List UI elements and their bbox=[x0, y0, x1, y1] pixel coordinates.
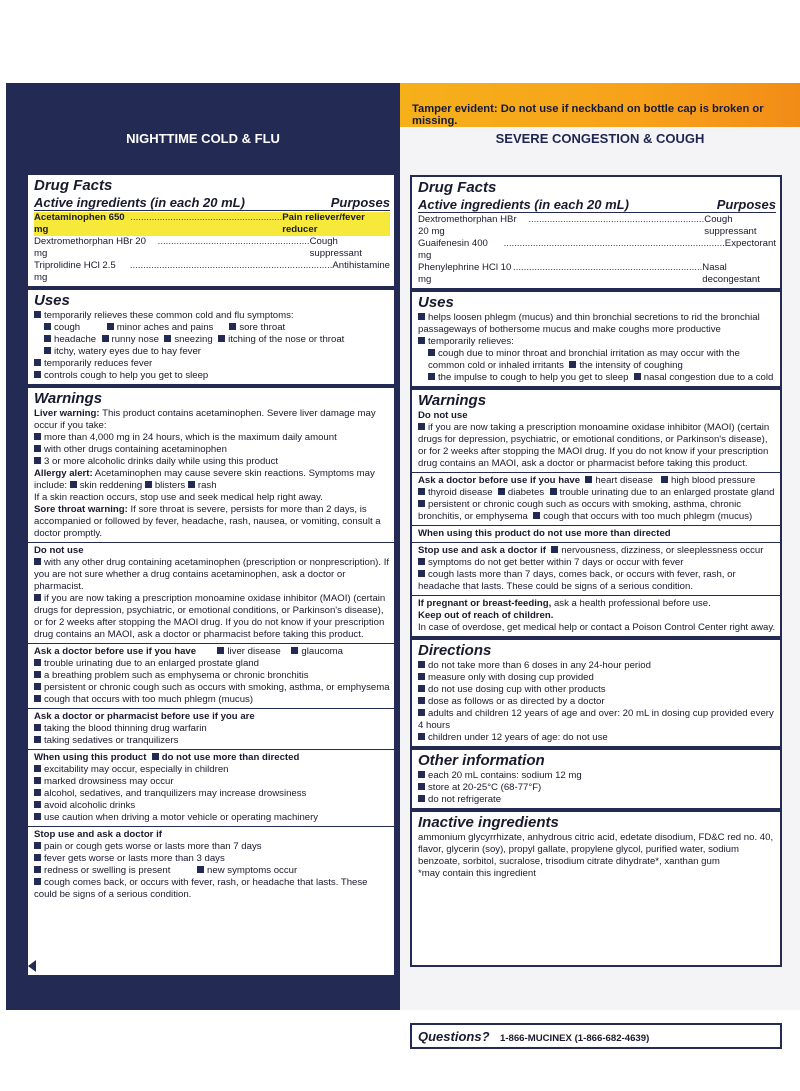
other-information-section: Other information each 20 mL contains: sodium 12 mg store at 20-25°C (68-77°F) do not refrigerate bbox=[412, 750, 780, 812]
ingredient-row: Triprolidine HCl 2.5 mg ............................................................................ Antihistamine bbox=[34, 260, 390, 283]
continue-arrow-icon bbox=[28, 960, 36, 972]
uses-section: Uses helps loosen phlegm (mucus) and thin bronchial secretions to rid the bronchial passageways of bothersome mucus and make coughs more productive temporarily relieves: cough due to minor throat and bronchial irritation as may occur with the common cold or inhaled irritants the intensity of coughing the impulse to cough to help you get to sleep nasal congestion due to a cold bbox=[412, 292, 780, 390]
uses-title: Uses bbox=[34, 292, 70, 309]
right-drug-facts-panel bbox=[410, 175, 782, 967]
right-product-header: SEVERE CONGESTION & COUGH bbox=[495, 131, 705, 146]
ingredient-row: Phenylephrine HCl 10 mg ....................................................................... Nasal decongestant bbox=[418, 262, 760, 285]
questions-title: Questions? bbox=[418, 1029, 490, 1044]
label-back bbox=[6, 83, 800, 1044]
when-using-section: When using this product do not use more than directed excitability may occur, especially in children marked drowsiness may occur alcohol, sedatives, and tranquilizers may increase drowsiness avoid alcoholic drinks use caution when driving a motor vehicle or operating machinery bbox=[28, 750, 394, 827]
warnings-section: Warnings Do not use if you are now taking a prescription monoamine oxidase inhibitor (MAOI) (certain drugs for depression, psychiatric, or emotional conditions, or Parkinson's disease), or for 2 weeks after stopping the MAOI drug. If you do not know if your prescription drug contains an MAOI, ask a doctor or pharmacist before taking this product. bbox=[412, 390, 780, 473]
inactive-ingredients-title: Inactive ingredients bbox=[418, 814, 559, 831]
drug-facts-title: Drug Facts bbox=[418, 179, 497, 196]
do-not-use-section: Do not use with any other drug containing acetaminophen (prescription or nonprescription). If you are not sure whether a drug contains acetaminophen, ask a doctor or pharmacist. if you are now taking a prescription monoamine oxidase inhibitor (MAOI) (certain drugs for depression, psychiatric, or emotional conditions, or Parkinson's disease), or for 2 weeks after stopping the MAOI drug. If you do not know if your prescription drug contains an MAOI, ask a doctor or pharmacist before taking this product. bbox=[28, 543, 394, 644]
left-product-header: NIGHTTIME COLD & FLU bbox=[126, 131, 280, 146]
ask-doctor-section: Ask a doctor before use if you have heart disease high blood pressure thyroid disease diabetes trouble urinating due to an enlarged prostate gland persistent or chronic cough such as occurs with smoking, asthma, chronic bronchitis, or emphysema cough that occurs with too much phlegm (mucus) bbox=[412, 473, 780, 526]
when-using-section: When using this product do not use more than directed bbox=[412, 526, 780, 543]
purposes-heading: Purposes bbox=[330, 195, 390, 210]
ask-pharmacist-section: Ask a doctor or pharmacist before use if you are taking the blood thinning drug warfarin taking sedatives or tranquilizers bbox=[28, 709, 394, 750]
drug-facts-title: Drug Facts bbox=[34, 177, 113, 194]
ask-doctor-section: Ask a doctor before use if you have liver disease glaucoma trouble urinating due to an enlarged prostate gland a breathing problem such as emphysema or chronic bronchitis persistent or chronic cough such as occurs with smoking, asthma, or emphysema cough that occurs with too much phlegm (mucus) bbox=[28, 644, 394, 709]
ingredient-row: Dextromethorphan HBr 20 mg .................................................................. Cough suppressant bbox=[418, 214, 757, 237]
other-information-title: Other information bbox=[418, 752, 545, 769]
tamper-evident-banner: Tamper evident: Do not use if neckband on bottle cap is broken or missing. bbox=[400, 83, 800, 127]
ingredient-row: Acetaminophen 650 mg ......................................................... Pain reliever/fever reducer bbox=[34, 212, 390, 236]
purposes-heading: Purposes bbox=[716, 197, 776, 212]
active-ingredients-heading: Active ingredients (in each 20 mL) bbox=[34, 195, 245, 210]
left-drug-facts-panel bbox=[26, 173, 396, 977]
stop-use-section: Stop use and ask a doctor if pain or cough gets worse or lasts more than 7 days fever gets worse or lasts more than 3 days redness or swelling is present new symptoms occur cough comes back, or occurs with fever, rash, or headache that lasts. These could be signs of a serious condition. bbox=[34, 829, 368, 900]
questions-box bbox=[410, 1023, 782, 1049]
pregnancy-section: If pregnant or breast-feeding, ask a health professional before use. Keep out of reach of children. In case of overdose, get medical help or contact a Poison Control Center right away. bbox=[412, 596, 780, 640]
warnings-section: Warnings Liver warning: This product contains acetaminophen. Severe liver damage may occur if you take: more than 4,000 mg in 24 hours, which is the maximum daily amount with other drugs containing acetaminophen 3 or more alcoholic drinks daily while using this product Allergy alert: Acetaminophen may cause severe skin reactions. Symptoms may include: skin reddening blisters rash If a skin reaction occurs, stop use and seek medical help right away. Sore throat warning: If sore throat is severe, persists for more than 2 days, is accompanied or followed by fever, headache, rash, nausea, or vomiting, consult a doctor promptly. bbox=[28, 388, 394, 543]
uses-title: Uses bbox=[418, 294, 454, 311]
warnings-title: Warnings bbox=[418, 392, 487, 409]
warnings-title: Warnings bbox=[34, 390, 103, 407]
stop-use-section: Stop use and ask a doctor if nervousness, dizziness, or sleeplessness occur symptoms do not get better within 7 days or occur with fever cough lasts more than 7 days, comes back, or occurs with fever, rash, or headache that lasts. These could be signs of a serious condition. bbox=[412, 543, 780, 596]
uses-section: Uses temporarily relieves these common cold and flu symptoms: cough minor aches and pains sore throat headache runny nose sneezing itching of the nose or throat itchy, watery eyes due to hay fever temporarily reduces fever controls cough to help you get to sleep bbox=[28, 290, 394, 388]
directions-section: Directions do not take more than 6 doses in any 24-hour period measure only with dosing cup provided do not use dosing cup with other products dose as follows or as directed by a doctor adults and children 12 years of age and over: 20 mL in dosing cup provided every 4 hours children under 12 years of age: do not use bbox=[412, 640, 780, 750]
directions-title: Directions bbox=[418, 642, 492, 659]
active-ingredients-heading: Active ingredients (in each 20 mL) bbox=[418, 197, 629, 212]
inactive-ingredients-section: Inactive ingredients ammonium glycyrrhizate, anhydrous citric acid, edetate disodium, FD&C red no. 40, flavor, glycerin (soy), propyl gallate, propylene glycol, purified water, sodium benzoate, sorbitol, sucralose, trisodium citrate dihydrate*, xanthan gum *may contain this ingredient bbox=[412, 812, 780, 882]
questions-phone: 1-866-MUCINEX (1-866-682-4639) bbox=[499, 1033, 650, 1044]
ingredient-row: Guaifenesin 400 mg ................................................................................... Expectorant bbox=[418, 238, 776, 261]
ingredient-row: Dextromethorphan HBr 20 mg ......................................................... Cough suppressant bbox=[34, 236, 362, 259]
